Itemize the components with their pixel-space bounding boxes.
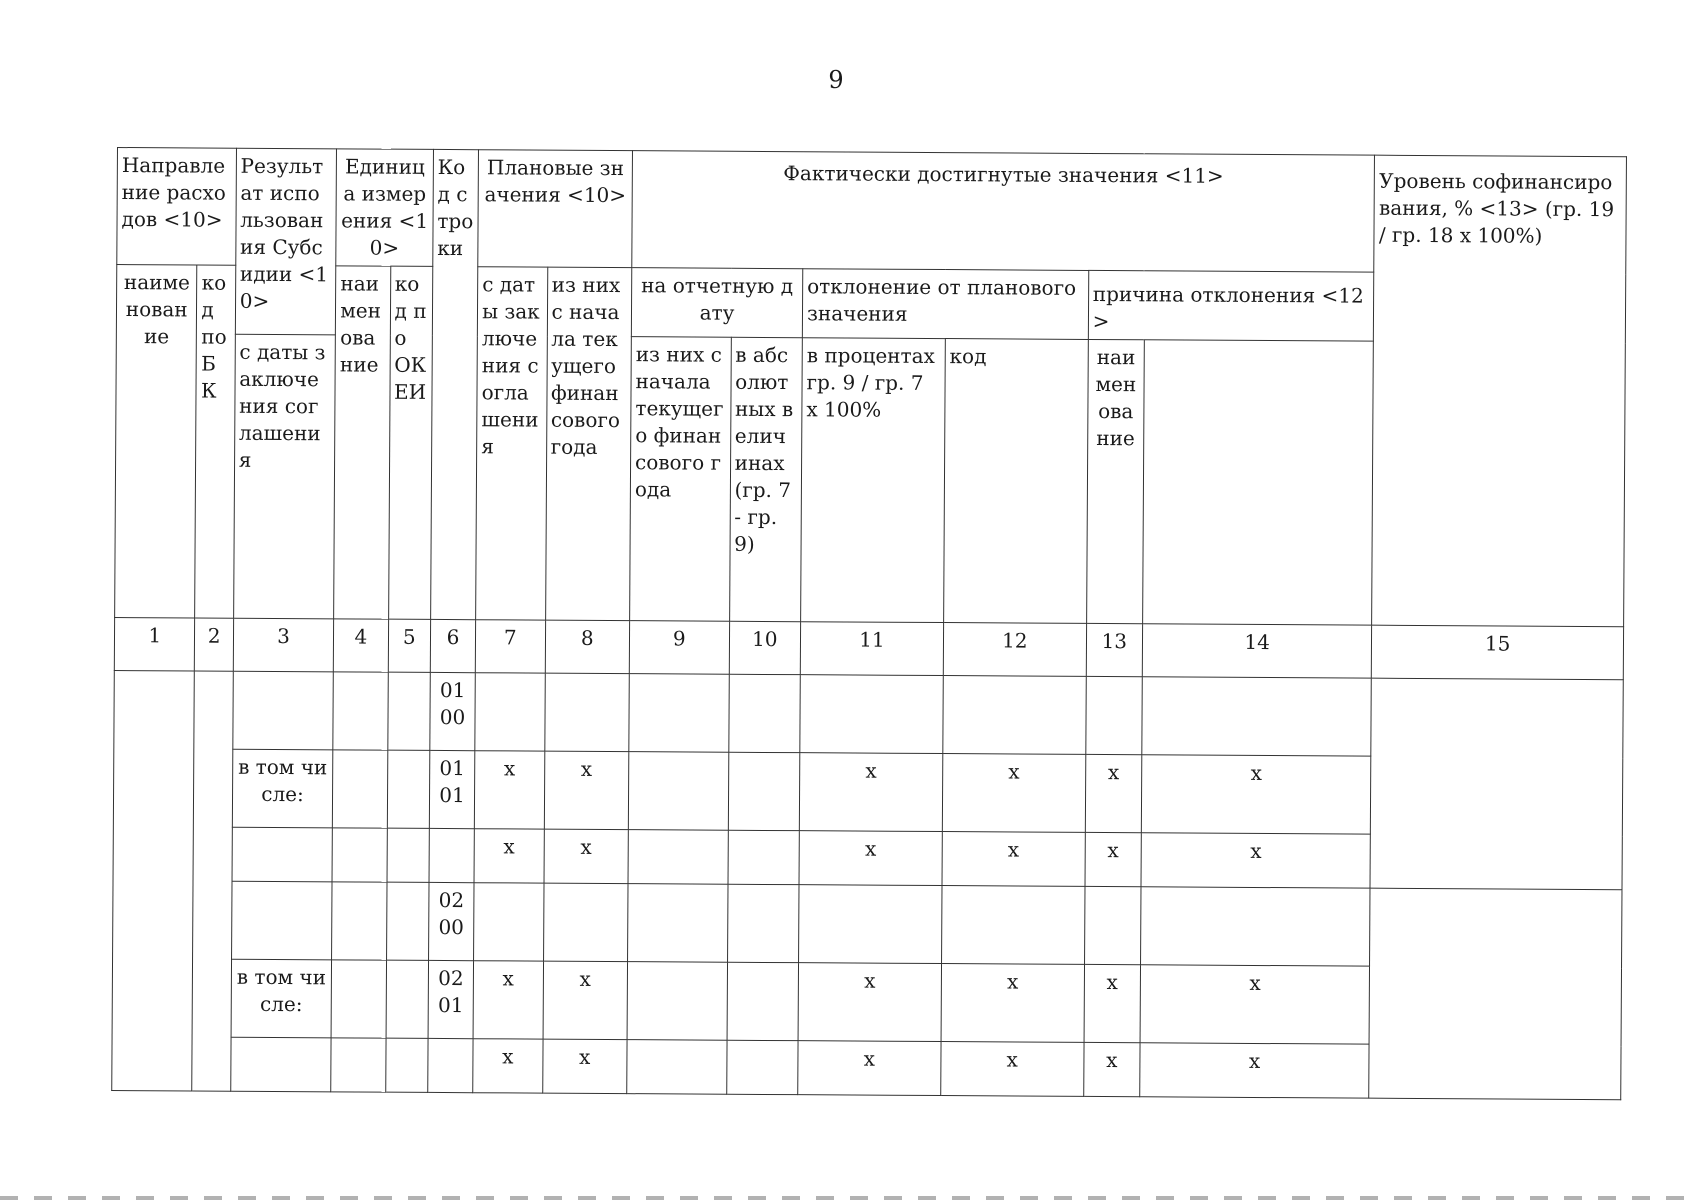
result-cell bbox=[230, 1037, 331, 1092]
page-number: 9 bbox=[828, 66, 844, 94]
unit-okei-cell bbox=[387, 750, 430, 828]
planned-from-date-cell: x bbox=[474, 751, 544, 829]
header-direction-name: наименование bbox=[115, 265, 198, 618]
column-number: 11 bbox=[800, 622, 943, 676]
direction-kbk-cell bbox=[192, 671, 233, 1091]
header-unit-okei: код по ОКЕИ bbox=[388, 266, 432, 619]
column-number: 10 bbox=[729, 621, 801, 674]
unit-name-cell bbox=[333, 672, 388, 750]
deviation-abs-cell bbox=[800, 675, 943, 754]
deviation-pct-cell bbox=[943, 676, 1086, 755]
header-direction: Направление расходов <10> bbox=[117, 148, 236, 266]
header-line-code: Код строки bbox=[430, 149, 478, 619]
planned-from-date-cell: x bbox=[474, 829, 544, 883]
deviation-abs-cell bbox=[799, 885, 942, 964]
reason-code-cell: x bbox=[1085, 754, 1142, 832]
report-table bbox=[111, 147, 1627, 1100]
planned-from-year-cell: x bbox=[542, 1039, 627, 1094]
header-actual: Фактически достигнутые значения <11> bbox=[632, 151, 1375, 273]
deviation-abs-cell: x bbox=[799, 753, 942, 832]
header-deviation-pct: в процентах гр. 9 / гр. 7 х 100% bbox=[801, 338, 946, 623]
header-deviation-abs: в абсолютных величинах (гр. 7 - гр. 9) bbox=[729, 337, 802, 621]
planned-from-date-cell bbox=[475, 673, 545, 751]
line-code-cell bbox=[428, 1038, 474, 1092]
header-planned: Плановые значения <10> bbox=[478, 150, 633, 268]
reporting-from-date-cell bbox=[628, 830, 728, 885]
reason-code-cell: x bbox=[1084, 964, 1141, 1042]
planned-from-year-cell bbox=[543, 883, 628, 962]
unit-okei-cell bbox=[386, 882, 429, 960]
deviation-pct-cell bbox=[941, 886, 1084, 965]
unit-name-cell bbox=[332, 828, 387, 882]
reason-code-cell: x bbox=[1083, 1042, 1140, 1096]
column-number: 5 bbox=[388, 619, 431, 672]
header-planned-from-date: с даты заключения соглашения bbox=[476, 267, 548, 620]
planned-from-date-cell: x bbox=[473, 961, 543, 1039]
line-code-cell: 01 01 bbox=[429, 750, 475, 828]
reporting-from-date-cell bbox=[629, 674, 729, 753]
column-number: 15 bbox=[1372, 625, 1624, 680]
result-cell bbox=[233, 671, 334, 750]
column-number: 4 bbox=[334, 619, 389, 672]
line-code-cell bbox=[429, 828, 475, 882]
reason-name-cell: x bbox=[1140, 965, 1370, 1044]
column-number-row bbox=[114, 617, 1623, 679]
unit-name-cell bbox=[332, 882, 387, 960]
header-direction-kbk: код по БК bbox=[195, 265, 235, 618]
reporting-from-date-cell bbox=[628, 752, 728, 831]
column-number: 7 bbox=[475, 620, 545, 673]
reason-name-cell: x bbox=[1141, 755, 1371, 834]
result-cell bbox=[231, 881, 332, 960]
unit-name-cell bbox=[333, 750, 388, 828]
reporting-from-year-cell bbox=[727, 884, 799, 962]
header-result: Результат использования Субсидии <10> bbox=[235, 148, 337, 335]
planned-from-date-cell bbox=[474, 883, 544, 961]
cofinancing-cell bbox=[1370, 678, 1623, 890]
line-code-cell: 01 00 bbox=[430, 672, 476, 750]
reporting-from-year-cell bbox=[728, 830, 800, 884]
reason-name-cell: x bbox=[1141, 833, 1371, 888]
deviation-pct-cell: x bbox=[941, 964, 1084, 1043]
column-number: 14 bbox=[1142, 624, 1372, 678]
reason-code-cell bbox=[1084, 886, 1141, 964]
unit-name-cell bbox=[331, 960, 386, 1038]
deviation-pct-cell: x bbox=[941, 1042, 1084, 1097]
reason-name-cell bbox=[1141, 887, 1371, 966]
column-number: 1 bbox=[114, 617, 195, 670]
header-unit: Единица измерения <10> bbox=[336, 149, 433, 267]
header-deviation: отклонение от планового значения bbox=[802, 269, 1088, 340]
line-code-cell: 02 01 bbox=[428, 960, 474, 1038]
reporting-from-year-cell bbox=[727, 962, 799, 1040]
unit-name-cell bbox=[331, 1038, 386, 1092]
reason-code-cell: x bbox=[1085, 832, 1142, 886]
reporting-from-date-cell bbox=[627, 1040, 727, 1095]
deviation-abs-cell: x bbox=[798, 1041, 941, 1096]
deviation-pct-cell: x bbox=[942, 754, 1085, 833]
column-number: 6 bbox=[430, 619, 476, 672]
reporting-from-year-cell bbox=[728, 752, 800, 830]
result-cell: в том числе: bbox=[232, 749, 333, 828]
header-reason-code: код bbox=[943, 339, 1088, 624]
header-reporting-from-year: из них с начала текущего финансового года bbox=[630, 337, 731, 622]
reason-code-cell bbox=[1085, 676, 1142, 754]
column-number: 8 bbox=[545, 620, 630, 674]
planned-from-date-cell: x bbox=[473, 1039, 543, 1093]
header-reporting-from-date: с даты заключения соглашения bbox=[233, 334, 335, 619]
reporting-from-year-cell bbox=[728, 674, 800, 752]
unit-okei-cell bbox=[385, 1038, 428, 1092]
column-number: 9 bbox=[629, 621, 729, 675]
column-number: 12 bbox=[943, 623, 1086, 677]
reporting-from-year-cell bbox=[726, 1040, 798, 1094]
reporting-from-date-cell bbox=[628, 884, 728, 963]
column-number: 13 bbox=[1086, 623, 1143, 676]
header-unit-name: наименование bbox=[334, 266, 390, 619]
scan-edge-mark bbox=[0, 1196, 1695, 1200]
header-row-1 bbox=[117, 148, 1627, 274]
planned-from-year-cell: x bbox=[543, 961, 628, 1040]
table-row bbox=[113, 880, 1622, 967]
reason-name-cell bbox=[1142, 677, 1372, 756]
table-row bbox=[114, 670, 1623, 757]
direction-name-cell bbox=[112, 670, 195, 1090]
unit-okei-cell bbox=[387, 828, 430, 882]
result-cell: в том числе: bbox=[231, 959, 332, 1038]
column-number: 3 bbox=[233, 618, 334, 672]
deviation-pct-cell: x bbox=[942, 832, 1085, 887]
column-number: 2 bbox=[195, 618, 234, 671]
result-cell bbox=[232, 827, 333, 882]
reporting-from-date-cell bbox=[627, 962, 727, 1041]
header-planned-from-year: из них с начала текущего финансового года bbox=[545, 267, 632, 621]
planned-from-year-cell: x bbox=[544, 829, 629, 884]
unit-okei-cell bbox=[387, 672, 430, 750]
reason-name-cell: x bbox=[1140, 1043, 1370, 1098]
line-code-cell: 02 00 bbox=[428, 882, 474, 960]
header-reason-name: наименование bbox=[1086, 339, 1144, 623]
planned-from-year-cell: x bbox=[544, 751, 629, 830]
deviation-abs-cell: x bbox=[799, 831, 942, 886]
header-reporting-date: на отчетную дату bbox=[631, 268, 802, 338]
cofinancing-cell bbox=[1369, 888, 1622, 1100]
deviation-abs-cell: x bbox=[798, 963, 941, 1042]
unit-okei-cell bbox=[386, 960, 429, 1038]
header-cofinancing: Уровень софинансирования, % <13> (гр. 19 / гр. 18 х 100%) bbox=[1372, 155, 1626, 627]
planned-from-year-cell bbox=[544, 673, 629, 752]
header-reason: причина отклонения <12> bbox=[1088, 270, 1374, 341]
